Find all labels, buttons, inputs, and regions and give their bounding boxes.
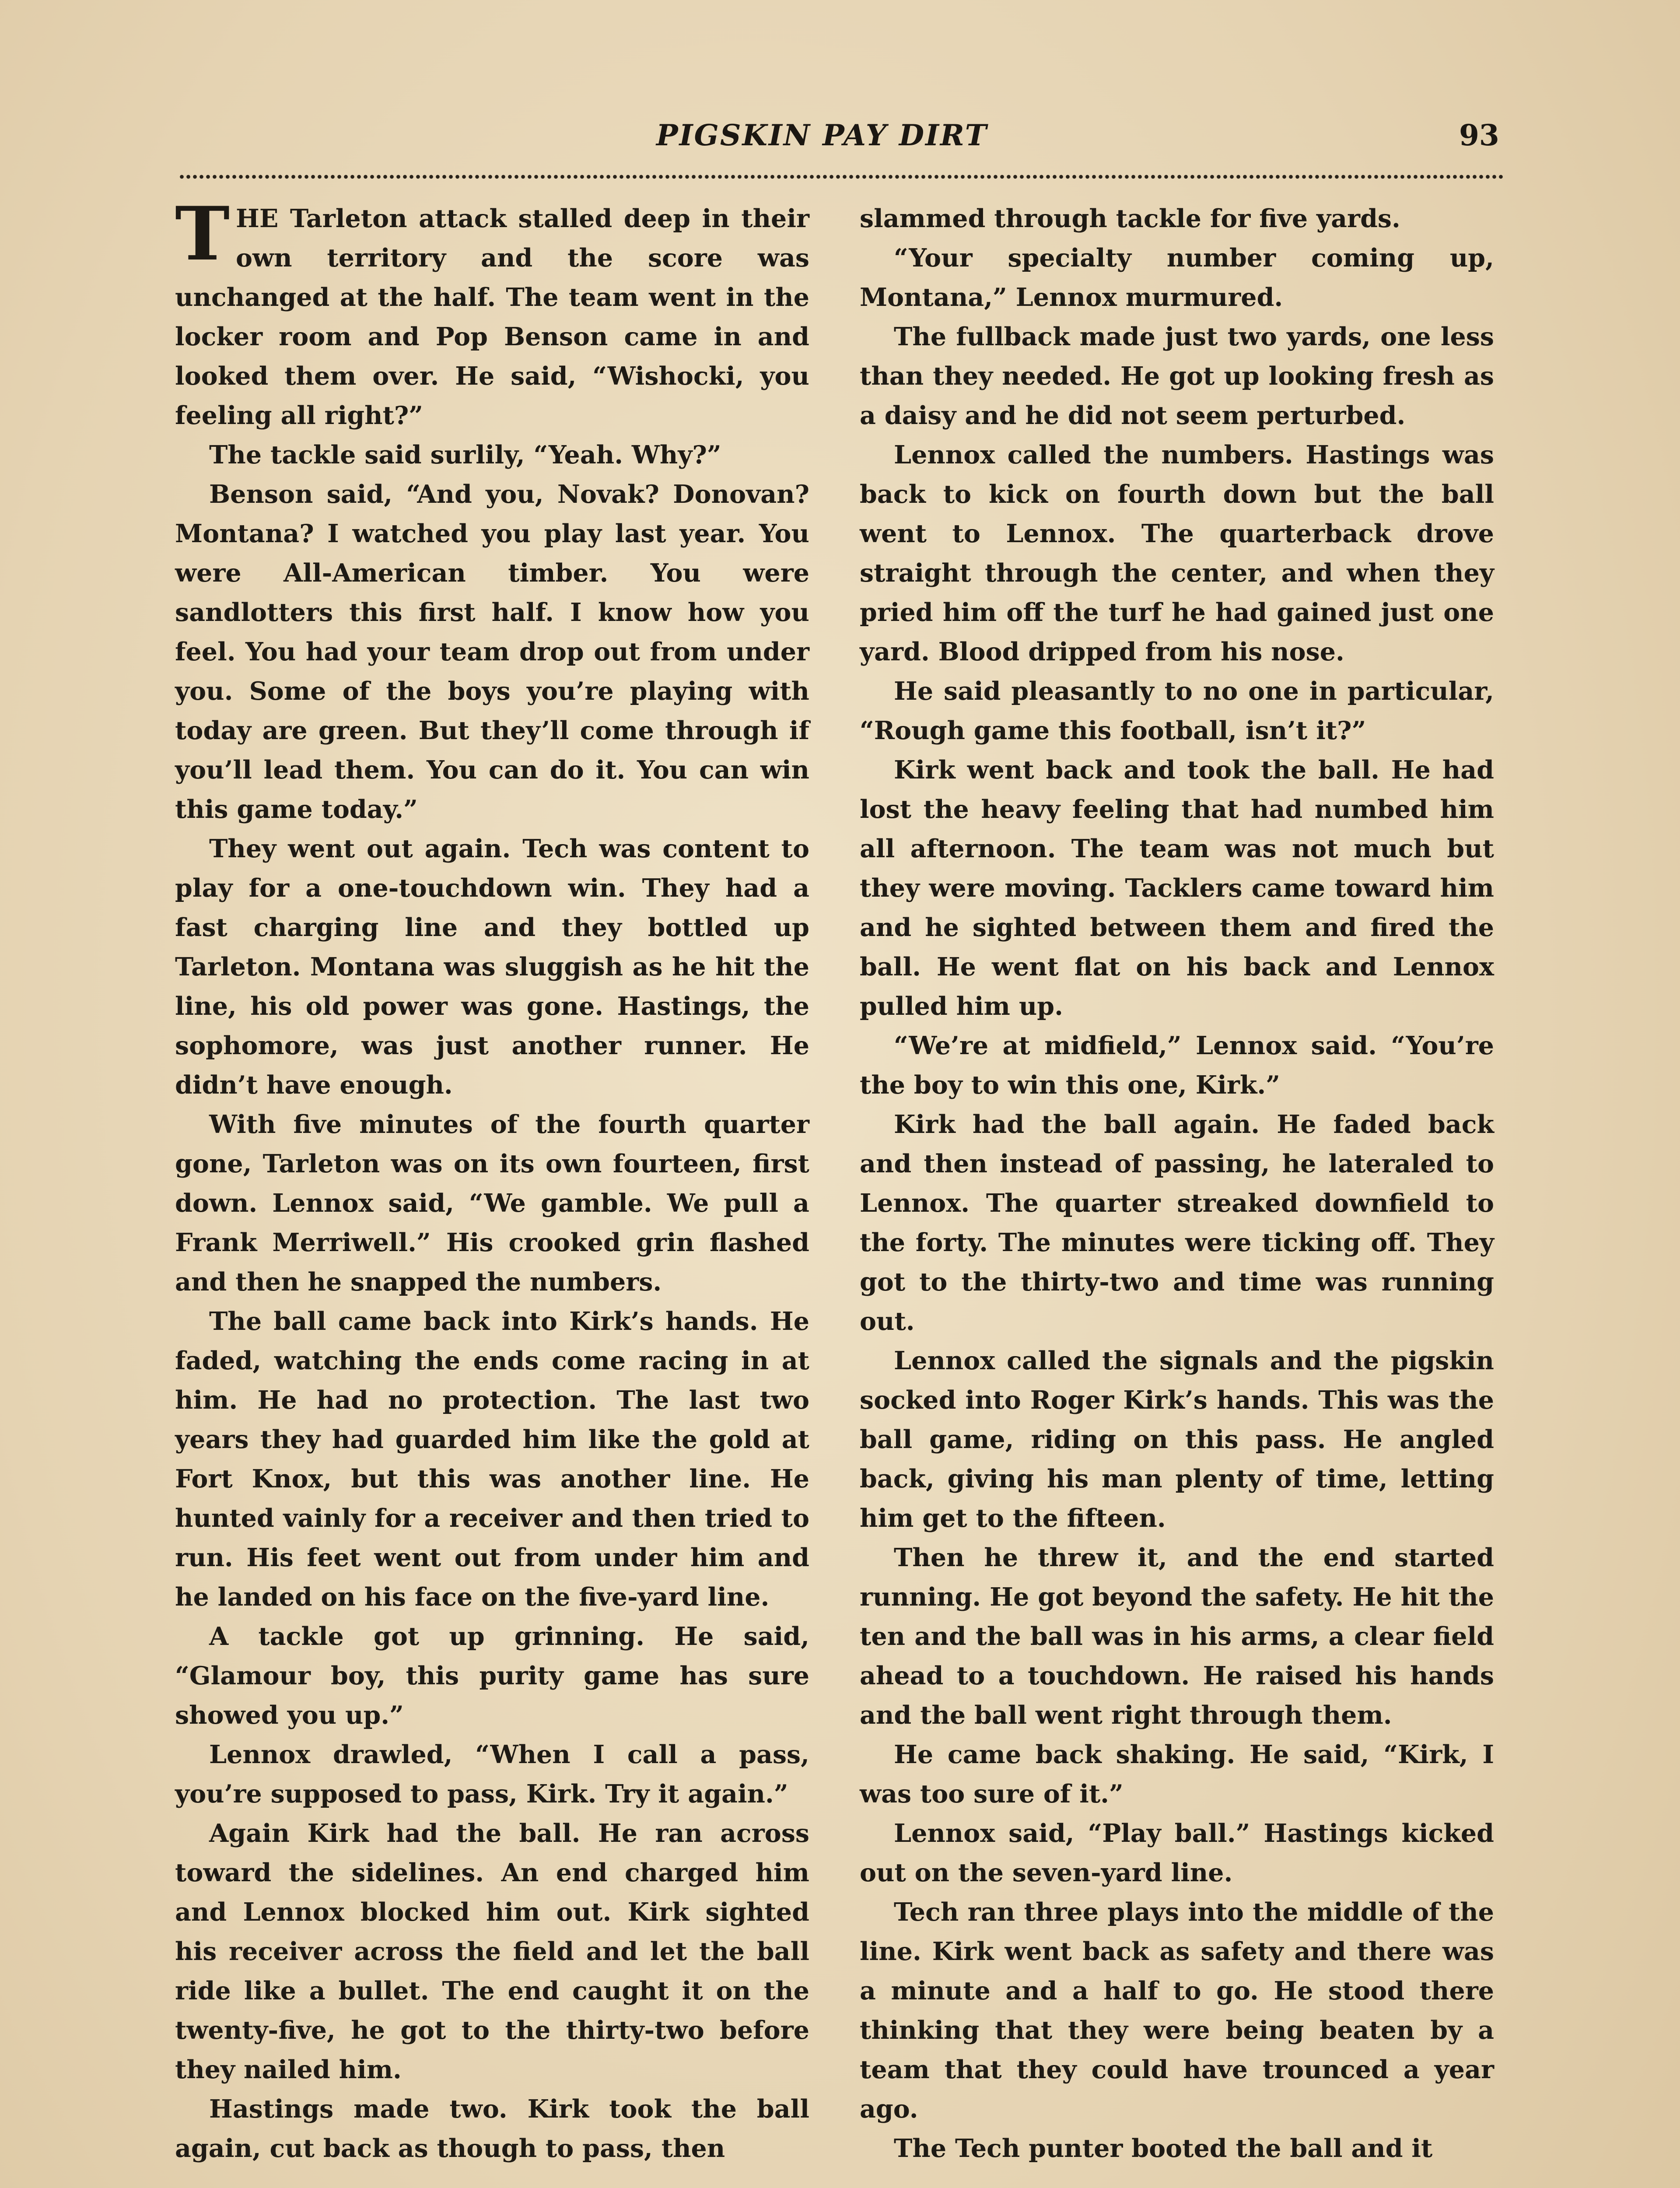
paragraph: Tech ran three plays into the middle of the line. Kirk went back as safety and there was a minute and a half to go. He stood there thinking that they were being beaten by a team that they could have trounced a year ago. bbox=[860, 1897, 1494, 2124]
paragraph: The fullback made just two yards, one less than they needed. He got up looking fresh as a daisy and he did not seem perturbed. bbox=[860, 322, 1494, 430]
paragraph: Hastings made two. Kirk took the ball again, cut back as though to pass, then bbox=[175, 2094, 809, 2163]
paragraph: “Your specialty number coming up, Montana,” Lennox murmured. bbox=[860, 243, 1494, 312]
paragraph: Then he threw it, and the end started running. He got beyond the safety. He hit the ten and the ball was in his arms, a clear field ahead to a touchdown. He raised his hands and the ball went right through them. bbox=[860, 1543, 1494, 1730]
paragraph: Lennox drawled, “When I call a pass, you’re supposed to pass, Kirk. Try it again.” bbox=[175, 1740, 809, 1809]
running-title: PIGSKIN PAY DIRT bbox=[656, 118, 988, 152]
paragraph: “We’re at midfield,” Lennox said. “You’re the boy to win this one, Kirk.” bbox=[860, 1031, 1494, 1100]
page-number: 93 bbox=[1459, 118, 1499, 152]
paragraph: The Tech punter booted the ball and it bbox=[894, 2134, 1433, 2163]
paragraph: Lennox called the signals and the pigskin socked into Roger Kirk’s hands. This was the ball game, riding on this pass. He angled back, giving his man plenty of time, letting him get to the fifteen. bbox=[860, 1346, 1494, 1533]
paragraph: They went out again. Tech was content to play for a one-touchdown win. They had a fast charging line and they bottled up Tarleton. Montana was sluggish as he hit the line, his old power was gone. Hastings, the sophomore, was just another runner. He didn’t have enough. bbox=[175, 834, 809, 1100]
paragraph: Kirk had the ball again. He faded back and then instead of passing, he lateraled to Lennox. The quarter streaked downfield to the forty. The minutes were ticking off. They got to the thirty-two and time was running out. bbox=[860, 1110, 1494, 1336]
paragraph: Again Kirk had the ball. He ran across toward the sidelines. An end charged him and Lennox blocked him out. Kirk sighted his receiver across the field and let the ball ride like a bullet. The end caught it on the twenty-five, he got to the thirty-two before they nailed him. bbox=[175, 1819, 809, 2084]
paragraph: Kirk went back and took the ball. He had lost the heavy feeling that had numbed him all afternoon. The team was not much but they were moving. Tacklers came toward him and he sighted between them and fired the ball. He went flat on his back and Lennox pulled him up. bbox=[860, 755, 1494, 1021]
opening-paragraph-text: HE Tarleton attack stalled deep in their own territory and the score was unchanged at the half. The team went in the locker room and Pop Benson came in and looked them over. He said, “Wishocki, you feeling all right?” bbox=[175, 204, 809, 430]
paragraph: Lennox said, “Play ball.” Hastings kicked out on the seven-yard line. bbox=[860, 1819, 1494, 1887]
paragraph: The ball came back into Kirk’s hands. He faded, watching the ends come racing in at him. He had no protection. The last two years they had guarded him like the gold at Fort Knox, but this was another line. He hunted vainly for a receiver and then tried to run. His feet went out from under him and he landed on his face on the five-yard line. bbox=[175, 1307, 809, 1612]
paragraph: With five minutes of the fourth quarter gone, Tarleton was on its own fourteen, first down. Lennox said, “We gamble. We pull a Frank Merriwell.” His crooked grin flashed and then he snapped the numbers. bbox=[175, 1110, 809, 1297]
paragraph: Benson said, “And you, Novak? Donovan? Montana? I watched you play last year. You were All-American timber. You were sandlotters this first half. I know how you feel. You had your team drop out from under you. Some of the boys you’re playing with today are green. But they’ll come through if you’ll lead them. You can do it. You can win this game today.” bbox=[175, 480, 809, 824]
opening-paragraph bbox=[175, 190, 809, 435]
dotted-header-rule bbox=[178, 174, 1505, 179]
paragraph: Lennox called the numbers. Hastings was back to kick on fourth down but the ball went to Lennox. The quarterback drove straight through the center, and when they pried him off the turf he had gained just one yard. Blood dripped from his nose. bbox=[860, 440, 1494, 666]
continued-paragraph: slammed through tackle for five yards. bbox=[860, 204, 1400, 233]
paragraph: The tackle said surlily, “Yeah. Why?” bbox=[209, 440, 721, 470]
paragraph: He said pleasantly to no one in particular, “Rough game this football, isn’t it?” bbox=[860, 677, 1494, 745]
left-text-column bbox=[175, 190, 809, 2168]
drop-cap-letter: T bbox=[175, 190, 230, 277]
paragraph: A tackle got up grinning. He said, “Glamour boy, this purity game has sure showed you up.” bbox=[175, 1622, 809, 1730]
paragraph: He came back shaking. He said, “Kirk, I was too sure of it.” bbox=[860, 1740, 1494, 1809]
right-text-column bbox=[860, 199, 1494, 2168]
